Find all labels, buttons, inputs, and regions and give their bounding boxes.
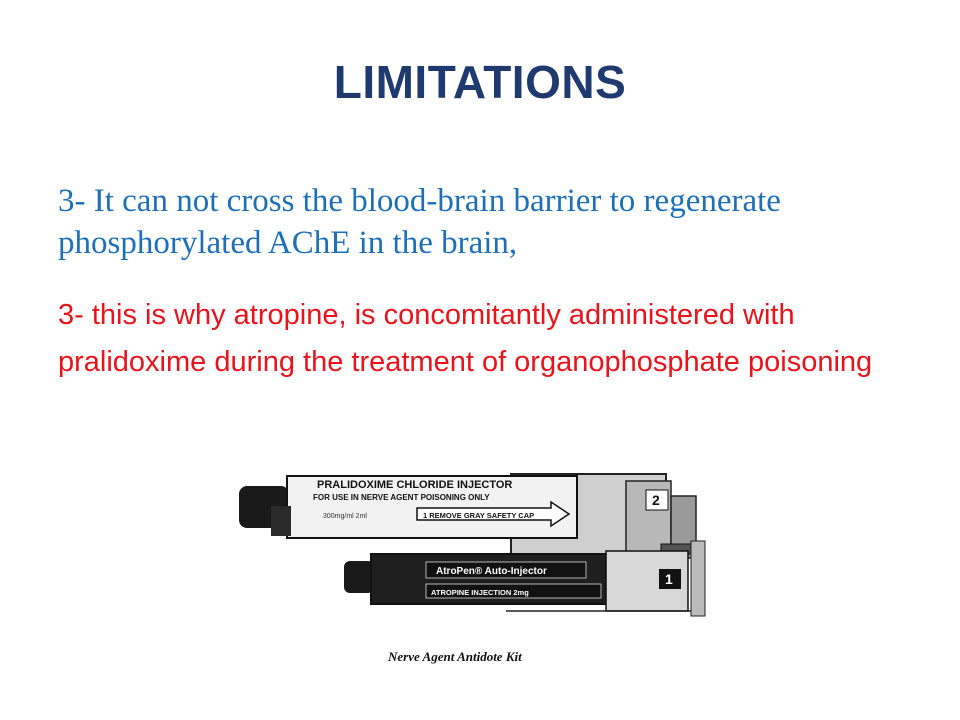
atropen-injector <box>344 551 688 611</box>
pralidoxime-label: PRALIDOXIME CHLORIDE INJECTOR <box>317 479 513 491</box>
limitation-text-blue: 3- It can not cross the blood-brain barrier to regenerate phosphorylated AChE in the brain, <box>58 183 781 261</box>
pralidoxime-dose: 300mg/ml 2ml <box>323 513 367 520</box>
pralidoxime-number: 2 <box>652 492 660 508</box>
atropen-label: AtroPen® Auto-Injector <box>436 566 547 577</box>
pralidoxime-instruction: 1 REMOVE GRAY SAFETY CAP <box>423 511 535 520</box>
atropen-number: 1 <box>665 571 673 587</box>
figure-caption: Nerve Agent Antidote Kit <box>388 649 522 664</box>
pralidoxime-sublabel: FOR USE IN NERVE AGENT POISONING ONLY <box>313 493 490 502</box>
antidote-kit-figure <box>231 446 722 686</box>
slide-title: LIMITATIONS <box>333 56 627 108</box>
atropen-sublabel: ATROPINE INJECTION 2mg <box>431 588 529 597</box>
limitation-text-red: 3- this is why atropine, is concomitantly administered with pralidoxime during the treatment of organophosphate poisoning <box>58 299 873 378</box>
